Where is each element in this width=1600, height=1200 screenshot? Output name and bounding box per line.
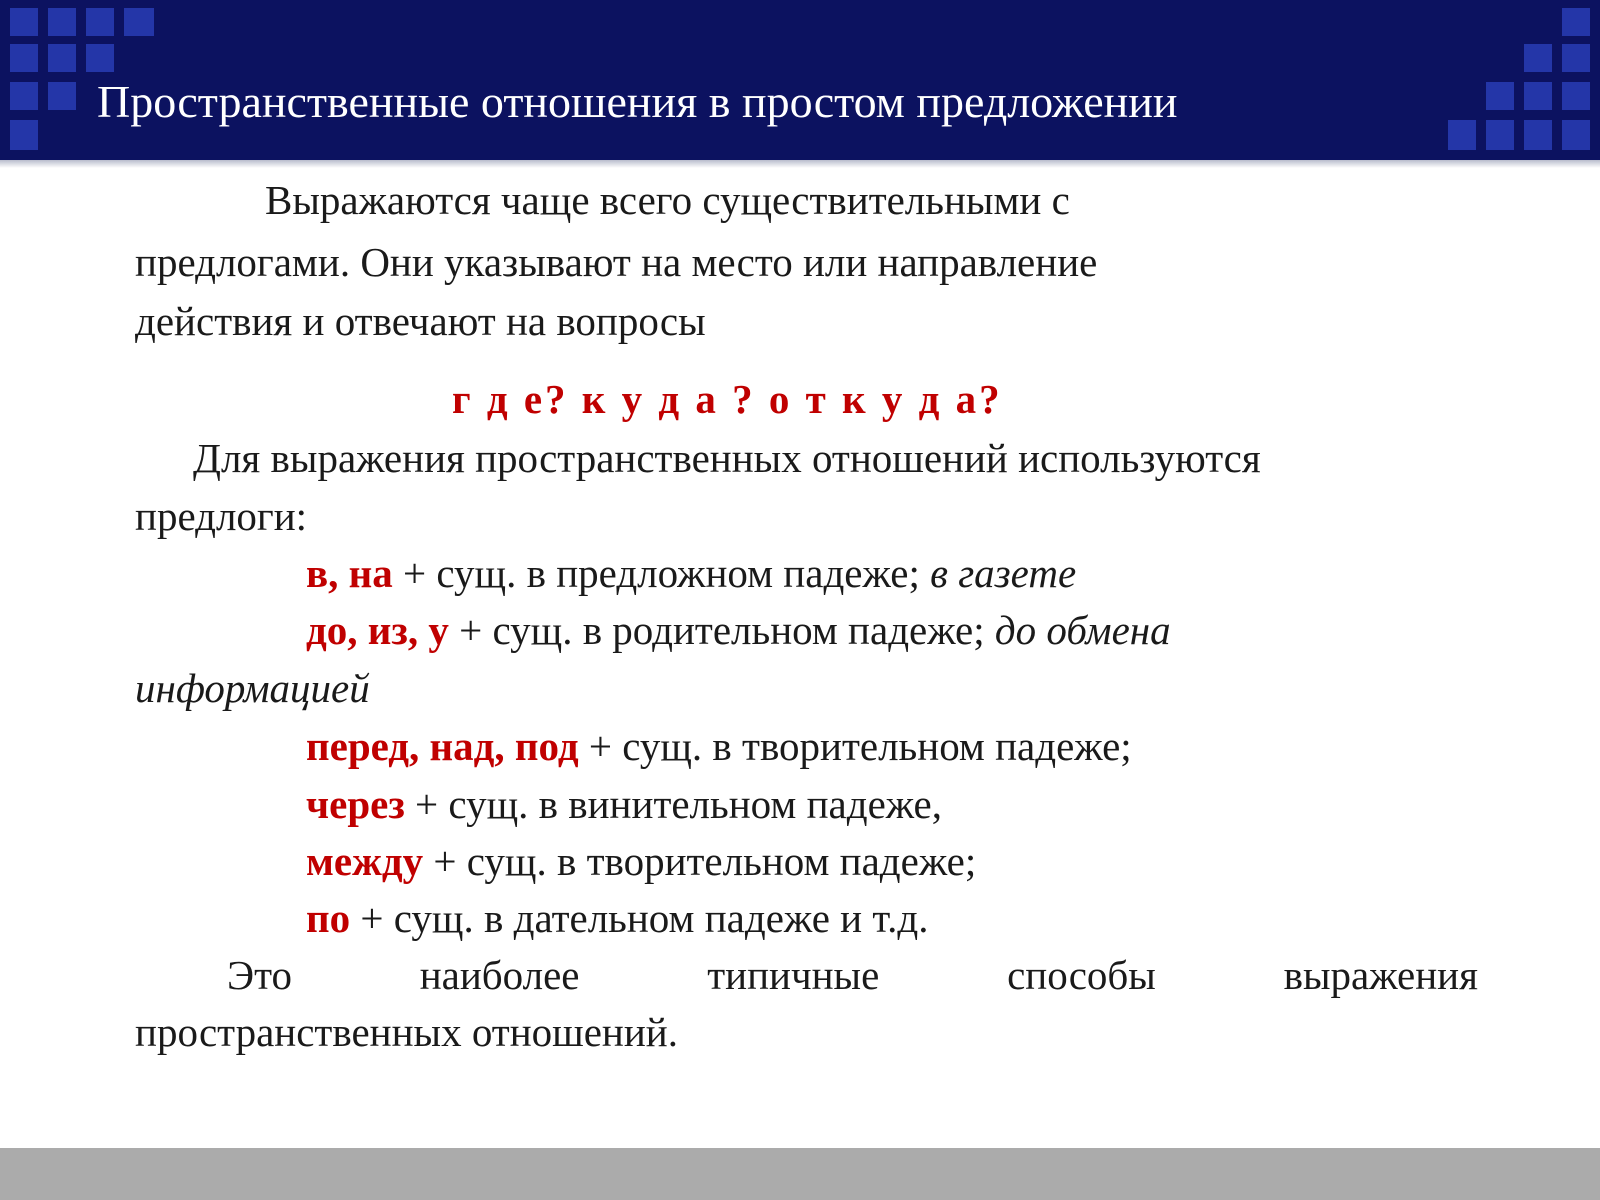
closing-word: выражения: [1283, 952, 1478, 998]
decor-square: [10, 8, 38, 36]
decor-square: [10, 82, 38, 110]
decor-square: [10, 44, 38, 72]
preposition-item: [306, 894, 929, 942]
preposition-item: [306, 837, 976, 885]
preposition-rule: + сущ. в творительном падеже;: [423, 838, 977, 884]
decor-square: [1524, 120, 1552, 150]
header-divider: [0, 160, 1600, 168]
preposition-rule: + сущ. в творительном падеже;: [578, 723, 1132, 769]
preposition-example: в газете: [930, 550, 1077, 596]
decor-square: [1562, 82, 1590, 110]
decor-square: [1486, 82, 1514, 110]
decor-square: [10, 120, 38, 150]
preposition-item: [306, 549, 1076, 597]
decor-square: [48, 44, 76, 72]
decor-square: [1524, 82, 1552, 110]
preposition-words: по: [306, 895, 351, 941]
questions-line: г д е? к у д а ? о т к у д а?: [452, 376, 1003, 422]
intro-line: предлогами. Они указывают на место или направление: [135, 239, 1098, 285]
closing-line: пространственных отношений.: [135, 1009, 678, 1055]
preposition-rule: + сущ. в винительном падеже,: [404, 781, 943, 827]
intro-line: действия и отвечают на вопросы: [135, 298, 706, 344]
decor-square: [86, 44, 114, 72]
preposition-rule: + сущ. в предложном падеже;: [392, 550, 931, 596]
preposition-item: [306, 780, 942, 828]
closing-line: [135, 951, 1478, 999]
intro-line: Выражаются чаще всего существительными с: [265, 177, 1070, 223]
closing-word: способы: [1007, 952, 1156, 998]
decor-square: [1448, 120, 1476, 150]
prepositions-intro: Для выражения пространственных отношений используются: [193, 435, 1261, 481]
decor-square: [1562, 120, 1590, 150]
decor-square: [1562, 44, 1590, 72]
preposition-words: между: [306, 838, 424, 884]
closing-word: Это: [227, 952, 292, 998]
slide-title: Пространственные отношения в простом предложении: [97, 76, 1178, 127]
decor-square: [1562, 8, 1590, 36]
preposition-example-continued: информацией: [135, 665, 370, 711]
decor-square: [48, 82, 76, 110]
preposition-words: перед, над, под: [306, 723, 579, 769]
decor-square: [1486, 120, 1514, 150]
decor-square: [48, 8, 76, 36]
decor-square: [86, 8, 114, 36]
preposition-words: в, на: [306, 550, 393, 596]
preposition-item: [306, 722, 1132, 770]
preposition-words: до, из, у: [306, 607, 449, 653]
preposition-rule: + сущ. в дательном падеже и т.д.: [350, 895, 929, 941]
preposition-item: [306, 606, 1171, 654]
slide-header: [0, 0, 1600, 160]
footer-bar: [0, 1148, 1600, 1200]
decor-square: [124, 8, 154, 36]
closing-word: типичные: [707, 952, 880, 998]
closing-word: наиболее: [419, 952, 580, 998]
preposition-example: до обмена: [994, 607, 1171, 653]
preposition-words: через: [306, 781, 405, 827]
preposition-rule: + сущ. в родительном падеже;: [448, 607, 995, 653]
decor-square: [1524, 44, 1552, 72]
prepositions-intro: предлоги:: [135, 493, 308, 539]
